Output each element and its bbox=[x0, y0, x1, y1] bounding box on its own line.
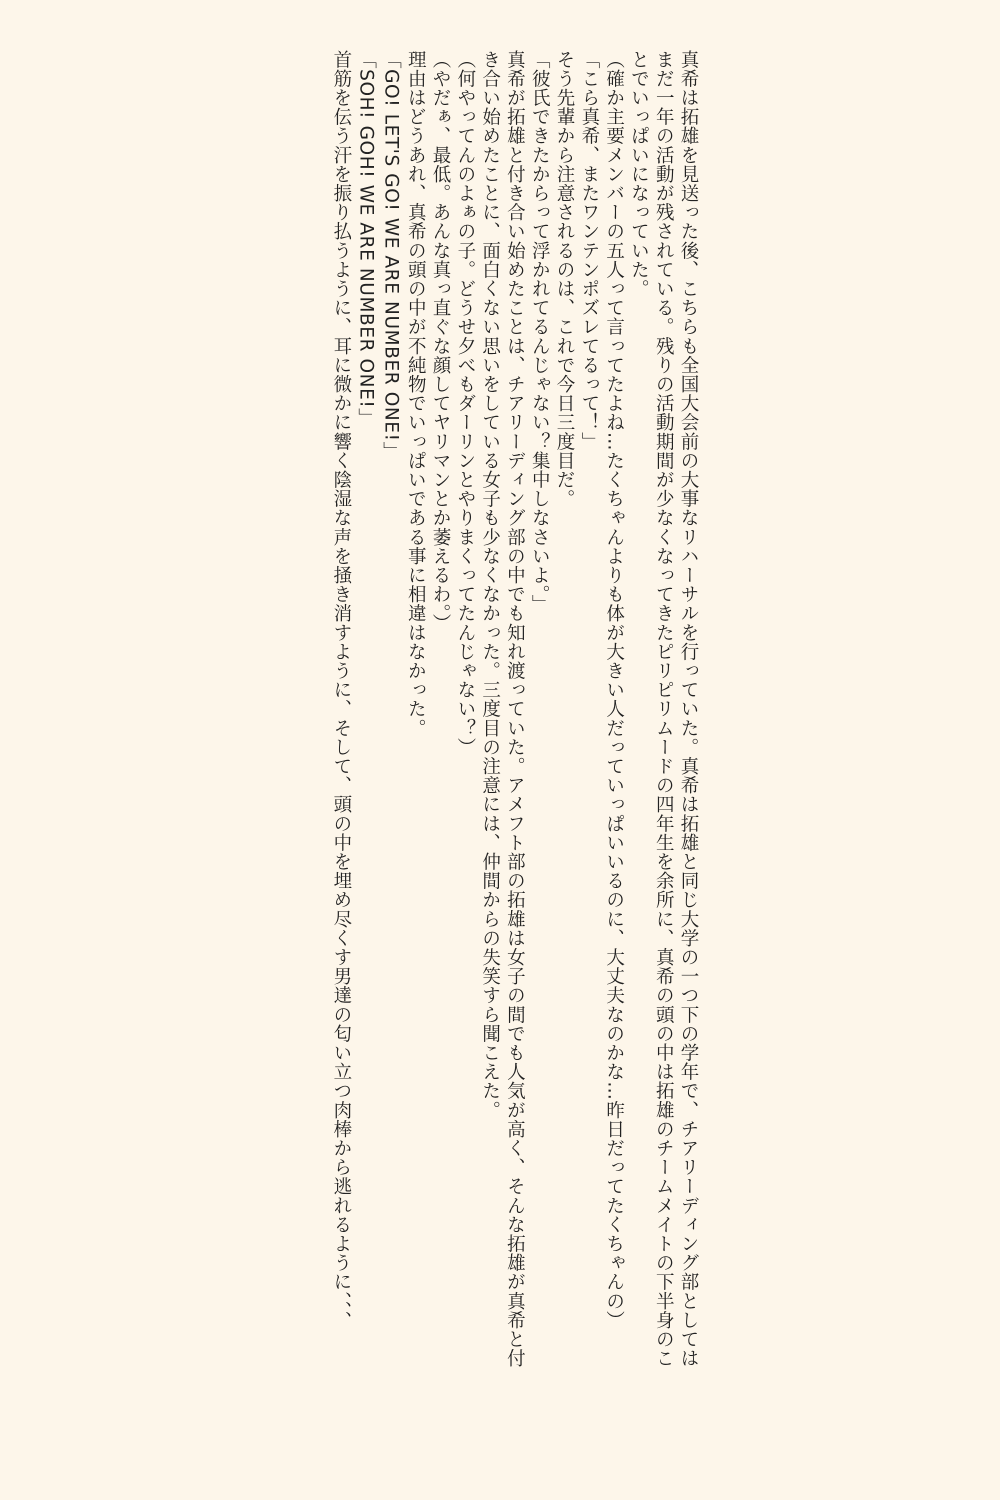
text-line: 理由はどうあれ、真希の頭の中が不純物でいっぱいである事に相違はなかった。 bbox=[405, 50, 427, 738]
text-line: そう先輩から注意されるのは、これで今日三度目だ。 bbox=[554, 50, 576, 509]
text-line: まだ一年の活動が残されている。残りの活動期間が少なくなってきたピリピリムードの四年生を余所に、真希の頭の中は拓雄のチームメイトの下半身のこ bbox=[653, 50, 675, 1368]
text-line: とでいっぱいになっていた。 bbox=[628, 50, 650, 299]
text-line: 首筋を伝う汗を振り払うように、耳に微かに響く陰湿な声を掻き消すように、そして、頭の中を埋め尽くす男達の匂い立つ肉棒から逃れるように、、、 bbox=[330, 50, 352, 1331]
text-line: 真希が拓雄と付き合い始めたことは、チアリーディング部の中でも知れ渡っていた。アメフト部の拓雄は女子の間でも人気が高く、そんな拓雄が真希と付 bbox=[504, 50, 526, 1368]
text-line: 「こら真希、またワンテンポズレてるって！」 bbox=[578, 50, 600, 452]
vertical-text-body bbox=[302, 50, 700, 1450]
text-line: き合い始めたことに、面白くない思いをしている女子も少なくなかった。三度目の注意には、仲間からの失笑すら聞こえた。 bbox=[479, 50, 501, 1120]
text-line: 「SOH! GOH! WE ARE NUMBER ONE!」 bbox=[355, 50, 377, 428]
text-line: 「彼氏できたからって浮かれてるんじゃない？集中しなさいよ。」 bbox=[529, 50, 551, 614]
text-line: （確か主要メンバーの五人って言ってたよね…たくちゃんよりも体が大きい人だっていっぱいいるのに、大丈夫なのかな…昨日だってたくちゃんの） bbox=[603, 50, 625, 1330]
text-line: （やだぁ、最低。あんな真っ直ぐな顔してヤリマンとか萎えるわ。） bbox=[430, 50, 452, 633]
text-line: 真希は拓雄を見送った後、こちらも全国大会前の大事なリハーサルを行っていた。真希は拓雄と同じ大学の一つ下の学年で、チアリーディング部としては bbox=[678, 50, 699, 1368]
text-line: （何やってんのよぁの子。どうせ夕べもダーリンとやりまくってたんじゃない？） bbox=[454, 50, 476, 757]
text-line: 「GO! LET'S GO! WE ARE NUMBER ONE!」 bbox=[380, 50, 402, 461]
